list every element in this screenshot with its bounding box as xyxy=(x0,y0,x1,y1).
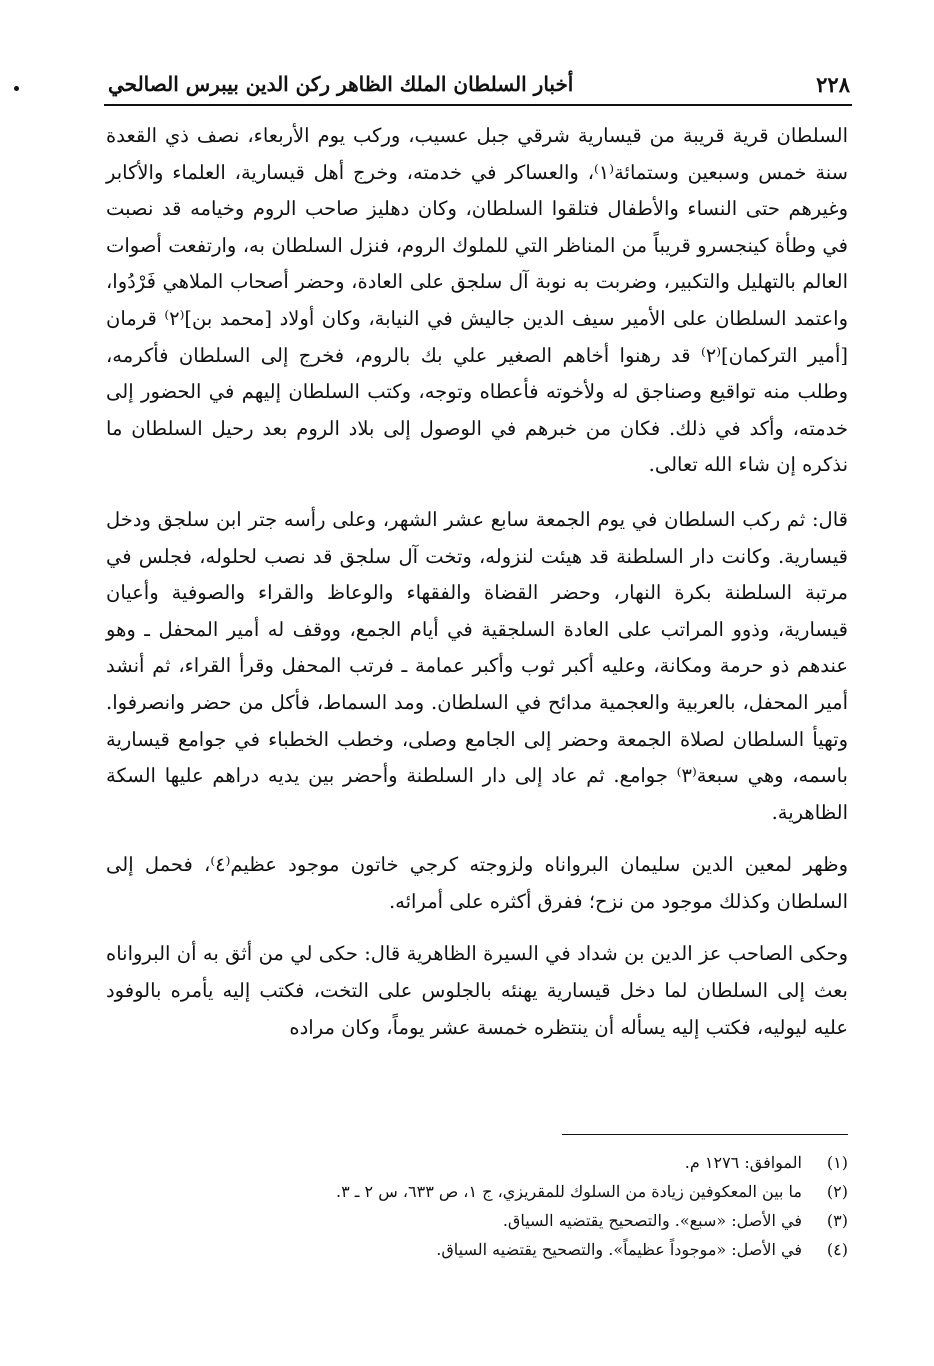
footnote xyxy=(106,1235,848,1264)
page-number: ٢٢٨ xyxy=(816,71,850,97)
footnote-rule xyxy=(562,1134,848,1135)
paragraph: قال: ثم ركب السلطان في يوم الجمعة سابع عشر الشهر، وعلى رأسه جتر ابن سلجق ودخل قيسارية. وكانت دار السلطنة قد هيئت لنزوله، وتخت آل سلجق قد نصب لحلوله، فجلس في مرتبة السلطنة بكرة النهار، وحضر القضاة والفقهاء والوعاظ والقراء والصوفية وأعيان قيسارية، وذوو المراتب على العادة السلجقية في أيام الجمع، ووقف له أمير المحفل ـ وهو عندهم ذو حرمة ومكانة، وعليه أكبر ثوب وأكبر عمامة ـ فرتب المحفل وقرأ القراء، ثم أنشد أمير المحفل، بالعربية والعجمية مدائح في السلطان. ومد السماط، فأكل من حضر وانصرفوا. وتهيأ السلطان لصلاة الجمعة وحضر إلى الجامع وصلى، وخطب الخطباء في جوامع قيسارية باسمه، وهي سبعة⁽٣⁾ جوامع. ثم عاد إلى دار السلطنة وأحضر بين يديه دراهم عليها السكة الظاهرية. xyxy=(106,507,848,824)
footnote xyxy=(106,1148,848,1177)
footnote xyxy=(106,1206,848,1235)
footnote-number: (٤) xyxy=(826,1240,848,1259)
page-header xyxy=(108,66,850,102)
header-rule xyxy=(104,104,852,106)
margin-dot xyxy=(14,86,19,91)
footnote-text: ما بين المعكوفين زيادة من السلوك للمقريزي، ج ١، ص ٦٣٣، س ٢ ـ ٣. xyxy=(335,1182,802,1201)
footnote xyxy=(106,1177,848,1206)
footnotes xyxy=(106,1148,848,1264)
footnote-number: (١) xyxy=(826,1153,848,1172)
footnote-number: (٣) xyxy=(826,1211,848,1230)
footnote-text: في الأصل: «موجوداً عظيماً». والتصحيح يقتضيه السياق. xyxy=(436,1240,802,1259)
paragraph: السلطان قرية قريبة من قيسارية شرقي جبل عسيب، وركب يوم الأربعاء، نصف ذي القعدة سنة خمس وسبعين وستمائة⁽١⁾، والعساكر في خدمته، وخرج أهل قيسارية، العلماء والأكابر وغيرهم حتى النساء والأطفال فتلقوا السلطان، وكان دهليز صاحب الروم وخيامه قد نصبت في وطأة كينجسرو قريباً من المناظر التي للملوك الروم، فنزل السلطان به، وارتفعت أصوات العالم بالتهليل والتكبير، وضربت به نوبة آل سلجق على العادة، وحضر أصحاب الملاهي فَرْدُوا، واعتمد السلطان على الأمير سيف الدين جاليش في النيابة، وكان أولاد [محمد بن]⁽٢⁾ قرمان [أمير التركمان]⁽٢⁾ قد رهنوا أخاهم الصغير علي بك بالروم، فخرج إلى السلطان فأكرمه، وطلب منه تواقيع وصناجق له ولأخوته فأعطاه وتوجه، وكتب السلطان إليهم في الحضور إلى خدمته، وأكد في ذلك. فكان من خبرهم في الوصول إلى بلاد الروم بعد رحيل السلطان ما نذكره إن شاء الله تعالى. xyxy=(106,124,849,477)
footnote-text: في الأصل: «سبع». والتصحيح يقتضيه السياق. xyxy=(502,1211,802,1230)
main-text xyxy=(106,118,848,1046)
running-title: أخبار السلطان الملك الظاهر ركن الدين بيبرس الصالحي xyxy=(108,72,574,96)
footnote-text: الموافق: ١٢٧٦ م. xyxy=(684,1153,802,1172)
footnote-number: (٢) xyxy=(826,1182,848,1201)
paragraph: وظهر لمعين الدين سليمان البرواناه ولزوجته كرجي خاتون موجود عظيم⁽٤⁾، فحمل إلى السلطان وكذلك موجود من نزح؛ ففرق أكثره على أمرائه. xyxy=(106,853,848,913)
paragraph: وحكى الصاحب عز الدين بن شداد في السيرة الظاهرية قال: حكى لي من أثق به أن البرواناه بعث إلى السلطان لما دخل قيسارية يهنئه بالجلوس على التخت، فكتب إليه يأمره بالوفود عليه ليوليه، فكتب إليه يسأله أن ينتظره خمسة عشر يوماً، وكان مراده xyxy=(106,942,848,1039)
